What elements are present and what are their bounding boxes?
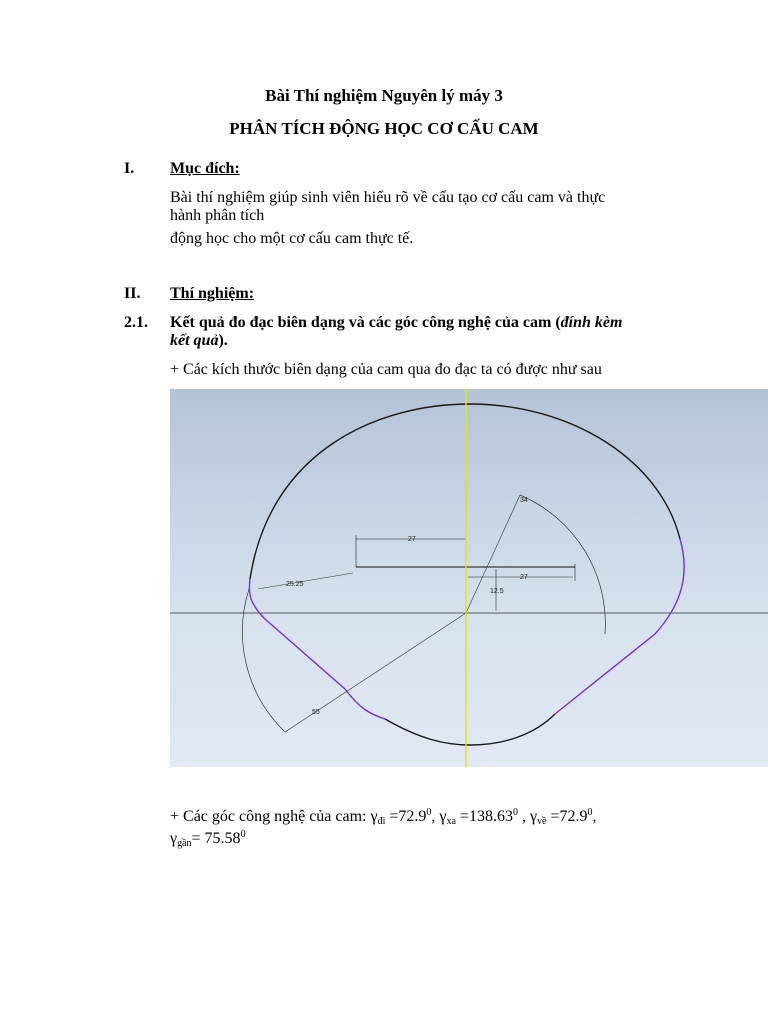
deg-gan: 0 bbox=[240, 829, 246, 840]
section-2-number: II. bbox=[124, 285, 141, 302]
dim-label-34: 34 bbox=[520, 497, 528, 504]
subsection-2-1-end: ). bbox=[218, 332, 228, 349]
radius-line-34 bbox=[466, 495, 520, 613]
subsection-2-1-line-2 bbox=[170, 332, 228, 350]
dim-label-12-5: 12.5 bbox=[490, 588, 504, 595]
dim-label-27-top: 27 bbox=[408, 536, 416, 543]
dim-label-25-25: 25.25 bbox=[286, 581, 304, 588]
section-2-heading: Thí nghiệm: bbox=[170, 285, 255, 302]
sub-gan: gần bbox=[177, 838, 192, 849]
section-1-heading: Mục đích: bbox=[170, 160, 240, 177]
sep-3: , bbox=[592, 808, 597, 825]
sep-1: , bbox=[431, 808, 440, 825]
section-1-line-3: động học cho một cơ cấu cam thực tế. bbox=[170, 230, 414, 247]
base-circle-arc bbox=[242, 589, 285, 732]
value-xa: =138.63 bbox=[455, 808, 513, 825]
sub-di: đi bbox=[377, 816, 386, 827]
cam-profile-right-fall bbox=[555, 539, 684, 714]
dim-label-27-right: 27 bbox=[520, 574, 528, 581]
value-ve: =72.9 bbox=[546, 808, 588, 825]
deg-ve: 0 bbox=[587, 807, 593, 818]
section-1-number: I. bbox=[124, 160, 135, 177]
subsection-2-1-italic: đính kèm bbox=[560, 314, 623, 331]
dim-line-25-25 bbox=[258, 573, 353, 589]
section-1-line-2: hành phân tích bbox=[170, 207, 265, 224]
document-title: Bài Thí nghiệm Nguyên lý máy 3 bbox=[265, 86, 503, 105]
angles-line-2 bbox=[170, 829, 246, 849]
angles-line-1 bbox=[170, 807, 597, 827]
cam-profile-left-rise bbox=[249, 579, 385, 719]
value-di: =72.9 bbox=[385, 808, 427, 825]
gamma-xa: γ bbox=[439, 808, 447, 825]
deg-di: 0 bbox=[426, 807, 432, 818]
subsection-2-1-line-1 bbox=[170, 314, 622, 332]
sep-2: , bbox=[517, 808, 530, 825]
sub-xa: xa bbox=[446, 816, 456, 827]
subsection-2-1-number: 2.1. bbox=[124, 314, 148, 331]
gamma-gan: γ bbox=[170, 830, 178, 847]
cam-profile-top bbox=[250, 404, 680, 579]
gamma-ve: γ bbox=[529, 808, 538, 825]
sub-ve: về bbox=[537, 816, 547, 827]
dimensions-intro: + Các kích thước biên dạng của cam qua đo đạc ta có được như sau bbox=[170, 361, 602, 378]
angles-prefix: + Các góc công nghệ của cam: bbox=[170, 808, 371, 825]
value-gan: = 75.58 bbox=[191, 830, 241, 847]
gamma-di: γ bbox=[370, 808, 378, 825]
section-1-line-1: Bài thí nghiệm giúp sinh viên hiểu rõ về cấu tạo cơ cấu cam và thực bbox=[170, 189, 606, 206]
cam-profile-bottom bbox=[385, 714, 555, 745]
deg-xa: 0 bbox=[512, 807, 518, 818]
dim-label-55: 55 bbox=[312, 709, 320, 716]
subsection-2-1-text: Kết quả đo đạc biên dạng và các góc công nghệ của cam ( bbox=[170, 314, 561, 331]
cam-profile-figure bbox=[170, 389, 768, 767]
document-subtitle: PHÂN TÍCH ĐỘNG HỌC CƠ CẤU CAM bbox=[229, 119, 539, 138]
subsection-2-1-italic-2: kết quả bbox=[170, 332, 219, 349]
